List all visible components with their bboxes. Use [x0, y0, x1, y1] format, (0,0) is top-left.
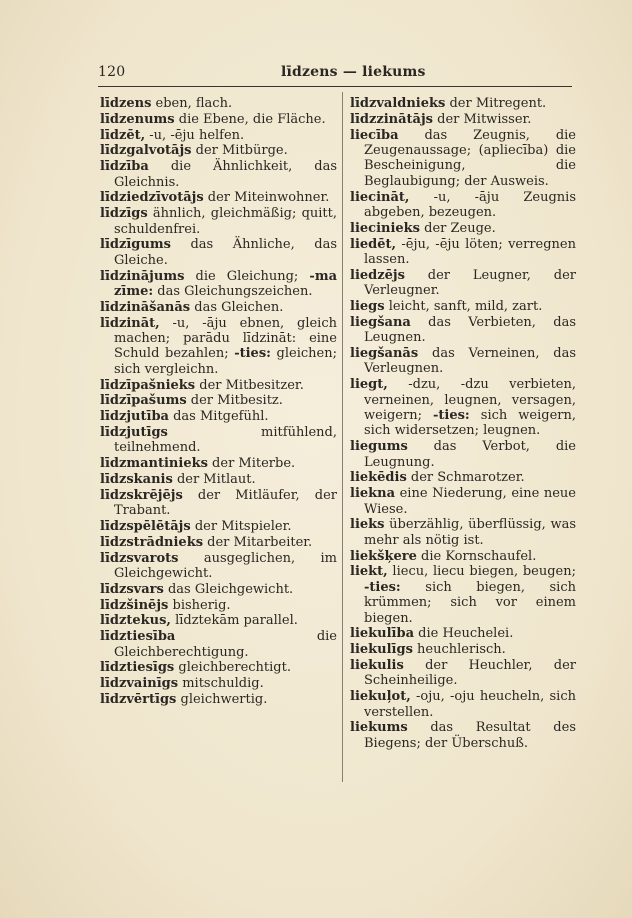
- entry-headword: līdzināt,: [100, 315, 160, 331]
- dictionary-entry: [350, 96, 576, 111]
- entry-definition: mitschuldig.: [178, 676, 264, 692]
- entry-headword: līdzīpašums: [100, 393, 187, 409]
- dictionary-entry: [100, 190, 337, 205]
- dictionary-entry: [100, 519, 337, 534]
- entry-headword: liekulība: [350, 626, 414, 642]
- dictionary-entry: [350, 237, 576, 268]
- entry-headword: līdzīpašnieks: [100, 377, 196, 393]
- entry-headword: liedēt,: [350, 236, 397, 252]
- column-divider: [342, 92, 343, 782]
- dictionary-entry: [350, 299, 576, 314]
- entry-definition: der Mitlaut.: [172, 472, 256, 487]
- entry-subform-definition: gleichen; sich vergleichn.: [114, 346, 337, 377]
- entry-subform: -ties:: [234, 346, 271, 362]
- entry-definition: eben, flach.: [151, 96, 233, 111]
- entry-definition: mitfühlend, teilnehmend.: [114, 425, 337, 456]
- entry-headword: līdzgalvotājs: [100, 143, 192, 159]
- entry-definition: -dzu, -dzu verbieten, verneinen, leugnen, versagen, weigern;: [364, 377, 576, 424]
- entry-headword: līdzvaldnieks: [350, 96, 446, 111]
- dictionary-entry: [100, 535, 337, 550]
- entry-definition: der Mitwisser.: [433, 111, 532, 127]
- entry-definition: das Verbieten, das Leugnen.: [364, 314, 576, 346]
- dictionary-entry: [100, 128, 337, 143]
- dictionary-entry: [100, 613, 337, 628]
- entry-definition: gleichwertig.: [176, 691, 268, 707]
- dictionary-entry: [350, 470, 576, 485]
- entry-headword: līdzstrādnieks: [100, 534, 204, 550]
- entry-headword: liegšanās: [350, 346, 419, 362]
- entry-definition: -oju, -oju heucheln, sich verstellen.: [364, 689, 576, 720]
- entry-headword: lieks: [350, 517, 385, 533]
- dictionary-entry: [350, 626, 576, 641]
- dictionary-entry: [100, 393, 337, 408]
- entry-definition: das Resultat des Biegens; der Überschuß.: [364, 720, 576, 751]
- dictionary-entry: [350, 128, 576, 190]
- entry-subform: -ties:: [433, 408, 470, 424]
- entry-headword: liekt,: [350, 564, 388, 580]
- dictionary-entry: [350, 268, 576, 299]
- entry-definition: -ēju, -ēju löten; verregnen lassen.: [364, 236, 576, 268]
- entry-definition: der Miterbe.: [207, 456, 296, 472]
- entry-headword: līdzspēlētājs: [100, 519, 191, 534]
- entry-headword: līdztekus,: [100, 613, 171, 629]
- dictionary-entry: [100, 112, 337, 127]
- dictionary-entry: [100, 378, 337, 393]
- dictionary-entry: [100, 551, 337, 582]
- dictionary-entry: [350, 346, 576, 377]
- dictionary-entry: [350, 486, 576, 517]
- entry-definition: der Schmarotzer.: [406, 470, 525, 486]
- dictionary-entry: [100, 409, 337, 424]
- entry-headword: līdzīgums: [100, 237, 171, 253]
- page-number: 120: [98, 64, 126, 80]
- entry-headword: līdzens: [100, 96, 152, 111]
- entry-definition: der Zeuge.: [420, 220, 496, 236]
- entry-definition: līdztekām parallel.: [170, 613, 298, 629]
- dictionary-entry: [350, 439, 576, 470]
- right-column: [350, 96, 576, 752]
- entry-headword: līdzšinējs: [100, 597, 169, 613]
- dictionary-entry: [350, 315, 576, 346]
- entry-definition: das Ähnliche, das Gleiche.: [114, 237, 337, 268]
- entry-headword: līdzsvarots: [100, 550, 179, 566]
- entry-definition: der Mitregent.: [445, 96, 547, 111]
- dictionary-entry: [350, 112, 576, 127]
- entry-headword: līdzjutīgs: [100, 425, 168, 440]
- entry-headword: līdzmantinieks: [100, 456, 208, 472]
- entry-definition: -u, -āju ebnen, gleich machen; parādu līdzināt: eine Schuld bezahlen;: [114, 315, 337, 362]
- entry-headword: līdzskanis: [100, 472, 173, 487]
- entry-definition: die Ebene, die Fläche.: [174, 111, 326, 127]
- dictionary-entry: [100, 598, 337, 613]
- entry-headword: līdzīgs: [100, 206, 148, 222]
- dictionary-entry: [100, 143, 337, 158]
- entry-definition: der Leugner, der Verleugner.: [364, 267, 576, 299]
- dictionary-entry: [350, 190, 576, 221]
- entry-definition: -u, -ēju helfen.: [145, 127, 245, 143]
- dictionary-entry: [350, 720, 576, 751]
- entry-headword: līdztiesīgs: [100, 660, 175, 676]
- entry-headword: liedzējs: [350, 267, 405, 283]
- entry-definition: die Kornschaufel.: [416, 548, 537, 564]
- entry-headword: liekulis: [350, 658, 404, 674]
- entry-headword: liecinieks: [350, 220, 420, 236]
- entry-headword: liekums: [350, 720, 408, 736]
- dictionary-entry: [350, 642, 576, 657]
- dictionary-entry: [100, 660, 337, 675]
- dictionary-entry: [100, 269, 337, 300]
- dictionary-entry: [100, 159, 337, 190]
- entry-definition: der Miteinwohner.: [203, 190, 330, 206]
- entry-headword: līdzvainīgs: [100, 676, 179, 692]
- dictionary-entry: [350, 377, 576, 439]
- entry-headword: līdzzinātājs: [350, 111, 433, 127]
- dictionary-entry: [100, 300, 337, 315]
- entry-headword: liegt,: [350, 377, 388, 393]
- entry-definition: das Mitgefühl.: [168, 409, 269, 425]
- entry-headword: liegs: [350, 299, 385, 315]
- entry-headword: līdzvērtīgs: [100, 691, 177, 707]
- dictionary-entry: [100, 206, 337, 237]
- entry-headword: liekuļot,: [350, 689, 411, 705]
- dictionary-entry: [100, 472, 337, 487]
- entry-headword: liecība: [350, 127, 399, 143]
- entry-headword: liegšana: [350, 314, 411, 330]
- entry-definition: liecu, liecu biegen, beugen;: [387, 564, 576, 580]
- dictionary-entry: [350, 517, 576, 548]
- entry-headword: liekna: [350, 486, 396, 502]
- entry-definition: gleichberechtigt.: [174, 660, 291, 676]
- dictionary-entry: [350, 549, 576, 564]
- dictionary-entry: [100, 488, 337, 519]
- entry-headword: liekšķere: [350, 548, 417, 564]
- entry-headword: līdzsvars: [100, 581, 164, 597]
- page-header: [98, 64, 572, 87]
- entry-definition: bisherig.: [168, 597, 231, 613]
- left-column: [100, 96, 337, 708]
- dictionary-entry: [350, 564, 576, 626]
- entry-headword: līdzināšanās: [100, 299, 191, 315]
- entry-headword: līdziedzīvotājs: [100, 190, 204, 206]
- entry-definition: der Mitbesitzer.: [195, 377, 304, 393]
- dictionary-entry: [100, 676, 337, 691]
- entry-definition: der Mitbürge.: [191, 143, 288, 159]
- entry-definition: ausgeglichen, im Gleichgewicht.: [114, 550, 337, 581]
- entry-definition: heuchlerisch.: [412, 642, 506, 658]
- dictionary-entry: [100, 456, 337, 471]
- entry-definition: die Gleichung;: [184, 268, 310, 284]
- entry-definition: leicht, sanft, mild, zart.: [384, 299, 543, 315]
- entry-definition: die Gleichberechtigung.: [114, 629, 337, 660]
- entry-subform-definition: sich weigern, sich widersetzen; leugnen.: [364, 408, 576, 439]
- entry-definition: der Mitbesitz.: [186, 393, 283, 409]
- entry-headword: līdzinājums: [100, 268, 185, 284]
- entry-headword: līdzenums: [100, 111, 175, 127]
- dictionary-entry: [100, 96, 337, 111]
- dictionary-entry: [100, 692, 337, 707]
- entry-definition: der Heuchler, der Scheinheilige.: [364, 658, 576, 689]
- entry-headword: liegums: [350, 439, 408, 455]
- running-head: līdzens — liekums: [281, 64, 426, 80]
- entry-definition: der Mitarbeiter.: [203, 534, 313, 550]
- dictionary-entry: [100, 425, 337, 456]
- entry-subform: -ties:: [364, 579, 401, 595]
- entry-definition: die Heuchelei.: [414, 626, 514, 642]
- entry-headword: līdzjutība: [100, 409, 169, 425]
- entry-definition: das Verneinen, das Verleugnen.: [364, 346, 576, 377]
- entry-headword: liekulīgs: [350, 642, 413, 658]
- entry-definition: überzählig, überflüssig, was mehr als nötig ist.: [364, 517, 576, 548]
- dictionary-entry: [100, 237, 337, 268]
- entry-headword: līdztiesība: [100, 629, 176, 645]
- entry-definition: -u, -āju Zeugnis abgeben, bezeugen.: [364, 189, 576, 221]
- entry-headword: līdzēt,: [100, 127, 146, 143]
- entry-headword: līdzība: [100, 159, 149, 175]
- entry-definition: das Zeugnis, die Zeugenaussage; (apliecība) die Bescheinigung, die Beglaubigung; der Ausweis.: [364, 127, 576, 189]
- entry-headword: līdzskrējējs: [100, 487, 183, 503]
- dictionary-entry: [350, 658, 576, 689]
- dictionary-entry: [100, 582, 337, 597]
- dictionary-entry: [350, 689, 576, 720]
- entry-definition: die Ähnlichkeit, das Gleichnis.: [114, 159, 337, 190]
- entry-definition: das Verbot, die Leugnung.: [364, 439, 576, 470]
- entry-definition: das Gleichgewicht.: [163, 581, 294, 597]
- entry-definition: ähnlich, gleichmäßig; quitt, schuldenfrei.: [114, 206, 337, 237]
- entry-subform-definition: das Gleichungszeichen.: [153, 284, 313, 299]
- entry-definition: das Gleichen.: [190, 299, 284, 315]
- entry-definition: der Mitläufer, der Trabant.: [114, 487, 337, 519]
- entry-headword: liecināt,: [350, 189, 410, 205]
- entry-definition: eine Niederung, eine neue Wiese.: [364, 486, 576, 517]
- dictionary-entry: [100, 629, 337, 660]
- entry-headword: liekēdis: [350, 470, 407, 486]
- entry-definition: der Mitspieler.: [190, 519, 292, 534]
- dictionary-entry: [100, 316, 337, 378]
- entry-subform-definition: sich biegen, sich krümmen; sich vor einem biegen.: [364, 579, 576, 626]
- entry-subform: -ma zīme:: [114, 268, 337, 299]
- dictionary-entry: [350, 221, 576, 236]
